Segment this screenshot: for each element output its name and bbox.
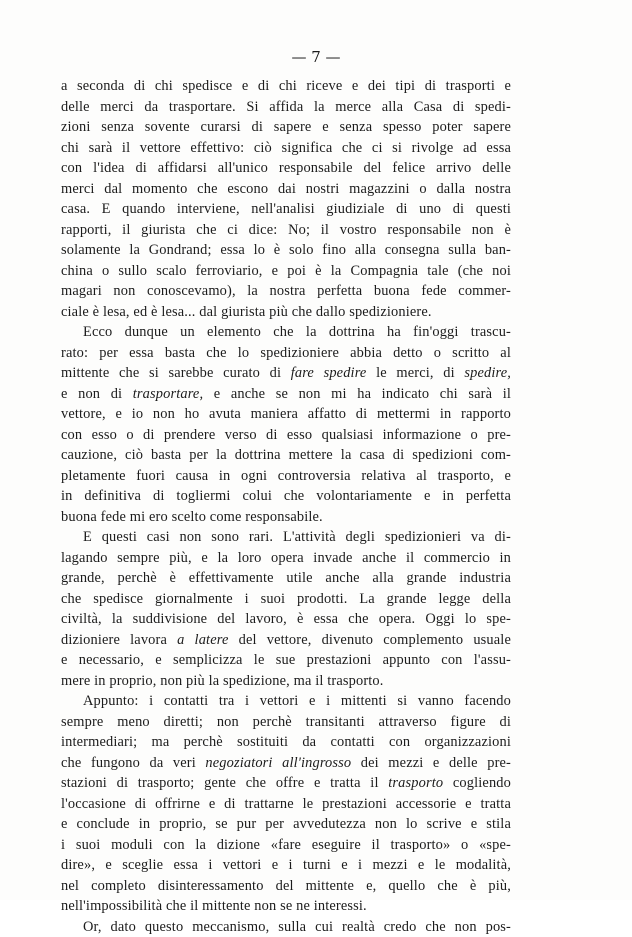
text-line [61,486,511,507]
text-segment: Ecco dunque un elemento che la dottrina ha fin'oggi trascu- [83,324,511,340]
text-line [61,691,511,712]
text-segment: zioni senza sovente curarsi di sapere e senza spesso poter sapere [61,119,511,135]
text-line [61,896,511,917]
text-segment: Or, dato questo meccanismo, sulla cui realtà credo che non pos- [83,919,511,935]
text-segment: rato: per essa basta che lo spedizioniere abbia detto o scritto al [61,345,511,361]
text-segment: mittente che si sarebbe curato di [61,365,291,381]
text-segment: e conclude in proprio, se pur per avvedutezza non lo scrive e stila [61,816,511,832]
text-line [61,76,511,97]
text-segment: dizioniere lavora [61,632,177,648]
text-line [61,384,511,405]
text-segment: mere in proprio, non più la spedizione, ma il trasporto. [61,673,384,689]
text-line [61,363,511,384]
italic-text: spedire, [464,365,511,381]
text-line [61,650,511,671]
text-segment: e non di [61,386,133,402]
text-line [61,240,511,261]
page-number: — 7 — [0,48,632,66]
text-segment: buona fede mi ero scelto come responsabile. [61,509,323,525]
text-segment: che fungono da veri [61,755,205,771]
text-segment: china o sullo scalo ferroviario, e poi è la Compagnia tale (che noi [61,263,511,279]
text-line [61,302,511,323]
text-segment: E questi casi non sono rari. L'attività degli spedizionieri va di- [83,529,511,545]
text-line [61,773,511,794]
text-segment: sempre meno diretti; non perchè transitanti attraverso figure di [61,714,511,730]
text-segment: lagando sempre più, e la loro opera invade anche il commercio in [61,550,511,566]
text-segment: nell'impossibilità che il mittente non se ne interessi. [61,898,367,914]
text-line [61,281,511,302]
text-line [61,220,511,241]
text-segment: a seconda di chi spedisce e di chi riceve e dei tipi di trasporti e [61,78,511,94]
text-line [61,322,511,343]
italic-text: a latere [177,632,228,648]
text-line [61,548,511,569]
text-line [61,589,511,610]
text-line [61,261,511,282]
text-segment: con esso o di prendere verso di esso qualsiasi informazione o pre- [61,427,511,443]
text-line [61,753,511,774]
text-line [61,917,511,937]
text-segment: nel completo disinteressamento del mittente e, quello che è più, [61,878,511,894]
text-line [61,138,511,159]
text-line [61,466,511,487]
text-segment: intermediari; ma perchè sostituiti da contatti con organizzazioni [61,734,511,750]
body-text [61,76,511,937]
text-segment: cogliendo [443,775,511,791]
text-line [61,876,511,897]
text-segment: l'occasione di offrirne e di trattarne le prestazioni accessorie e tratta [61,796,511,812]
text-segment: Appunto: i contatti tra i vettori e i mittenti si vanno facendo [83,693,511,709]
text-segment: merci dal momento che escono dai nostri magazzini o dalla nostra [61,181,511,197]
text-line [61,855,511,876]
text-line [61,179,511,200]
text-line [61,343,511,364]
text-line [61,568,511,589]
text-segment: cauzione, ciò basta per la dottrina mettere la casa di spedizioni com- [61,447,511,463]
text-line [61,445,511,466]
text-line [61,527,511,548]
italic-text: fare spedire [291,365,367,381]
text-segment: civiltà, la suddivisione del lavoro, è essa che opera. Oggi lo spe- [61,611,511,627]
text-segment: che spedisce giornalmente i suoi prodotti. La grande legge della [61,591,511,607]
text-line [61,712,511,733]
text-segment: solamente la Gondrand; essa lo è solo fino alla consegna sulla ban- [61,242,511,258]
text-segment: pletamente fuori causa in ogni controversia relativa al trasporto, e [61,468,511,484]
text-segment: grande, perchè è effettivamente utile anche alla grande industria [61,570,511,586]
text-segment: rapporti, il giurista che ci dice: No; il vostro responsabile non è [61,222,511,238]
text-segment: magari non conoscevamo), la nostra perfetta buona fede commer- [61,283,511,299]
text-line [61,117,511,138]
text-segment: ciale è lesa, ed è lesa... dal giurista più che dallo spedizioniere. [61,304,432,320]
text-line [61,814,511,835]
text-line [61,404,511,425]
text-segment: con l'idea di affidarsi all'unico responsabile del felice arrivo delle [61,160,511,176]
text-line [61,732,511,753]
text-segment: e necessario, e semplicizza le sue prestazioni appunto con l'assu- [61,652,511,668]
text-line [61,97,511,118]
text-segment: chi sarà il vettore effettivo: ciò significa che ci si rivolge ad essa [61,140,511,156]
italic-text: trasportare, [133,386,203,402]
text-line [61,630,511,651]
text-segment: e anche se non mi ha indicato chi sarà il [203,386,511,402]
text-segment: casa. E quando interviene, nell'analisi giudiziale di uno di questi [61,201,511,217]
italic-text: negoziatori all'ingrosso [205,755,351,771]
text-line [61,425,511,446]
text-segment: del vettore, divenuto complemento usuale [229,632,512,648]
text-line [61,835,511,856]
text-segment: vettore, e io non ho avuta maniera affatto di mettermi in rapporto [61,406,511,422]
text-segment: delle merci da trasportare. Si affida la merce alla Casa di spedi- [61,99,511,115]
text-segment: dire», e sceglie essa i vettori e i turni e i mezzi e le modalità, [61,857,511,873]
italic-text: trasporto [388,775,443,791]
text-line [61,609,511,630]
text-line [61,158,511,179]
text-segment: i suoi moduli con la dizione «fare eseguire il trasporto» o «spe- [61,837,511,853]
text-line [61,507,511,528]
text-segment: dei mezzi e delle pre- [351,755,511,771]
text-segment: le merci, di [366,365,464,381]
text-segment: stazioni di trasporto; gente che offre e tratta il [61,775,388,791]
text-segment: in definitiva di togliermi colui che volontariamente e in perfetta [61,488,511,504]
text-line [61,794,511,815]
text-line [61,199,511,220]
text-line [61,671,511,692]
